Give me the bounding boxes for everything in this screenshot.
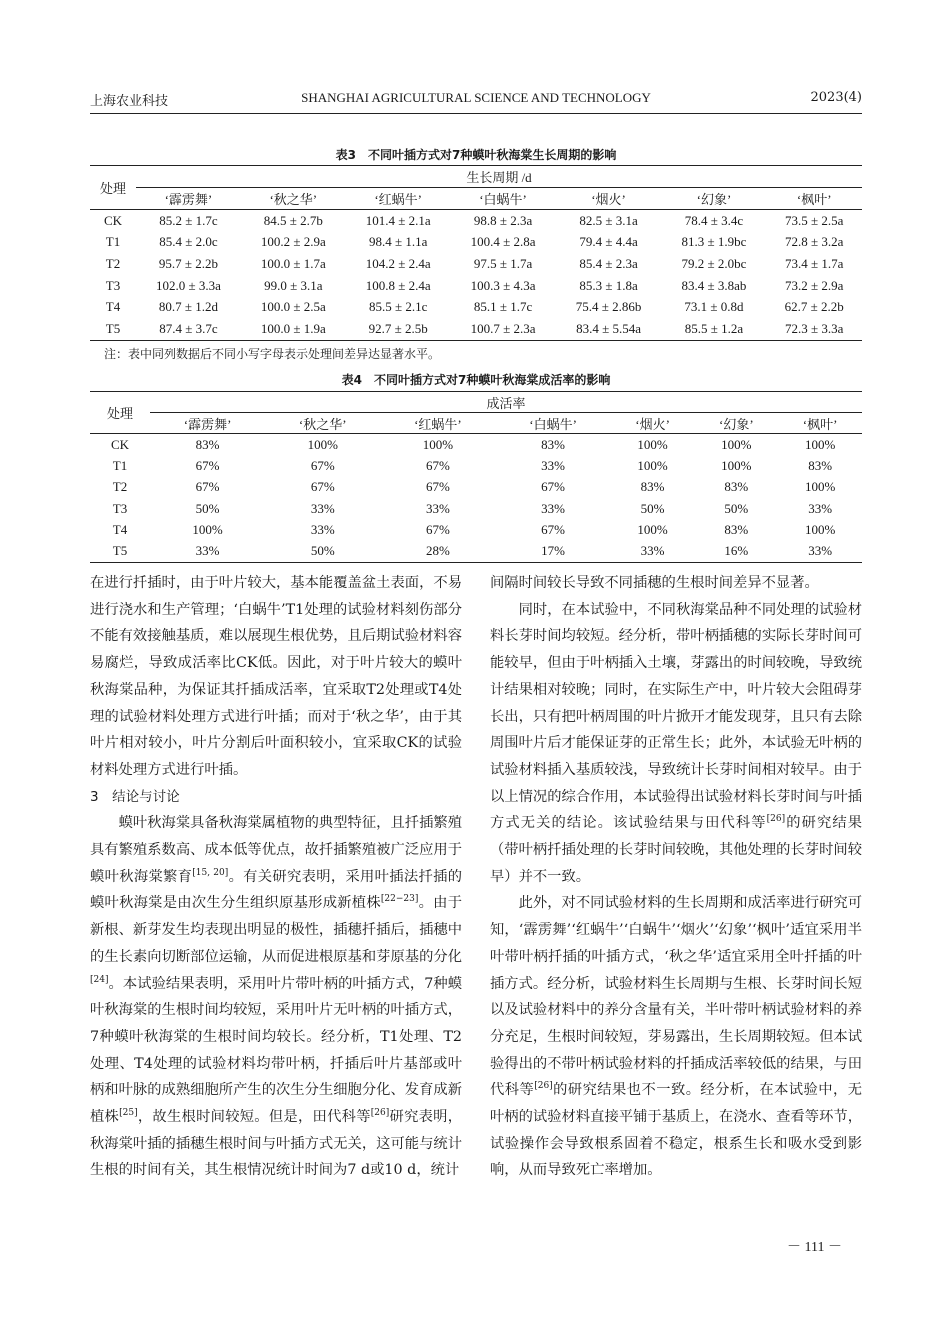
table3 [90,165,862,341]
text-run: 的研究结果（带叶柄扦插处理的长芽时间较晚，其他处理的长芽时间较早）并不一致。 [490,815,863,885]
table-cell: 100% [721,457,752,473]
table4-column-header: ‘枫叶’ [778,413,862,434]
table4-caption: 表4 不同叶插方式对7种蟆叶秋海棠成活率的影响 [341,373,611,387]
text-run: 。由于新根、新芽发生均表现出明显的极性，插穗扦插后，插穗中的生长素向切断部位运输，从而促进根原基和芽原基的分化 [90,895,463,965]
row-label: T2 [112,479,128,495]
table-row [90,519,862,540]
table-cell: 81.3 ± 1.9bc [681,234,747,250]
table-cell: 83% [195,436,220,452]
table-cell: 33% [310,521,335,537]
table-cell: 100.2 ± 2.9a [260,234,326,250]
text-run: 研究表明，秋海棠叶插的插穗生根时间与叶插方式无关，这可能与统计生根的时间有关，其生根情况统计时间为7 d或10 d，统计 [90,1109,463,1179]
table-cell: 62.7 ± 2.2b [784,299,844,315]
table-cell: 50% [640,500,665,516]
citation: [26] [766,814,786,825]
table-row [90,275,862,297]
table-cell: 85.5 ± 2.1c [368,299,428,315]
table-cell: 99.0 ± 3.1a [264,277,323,293]
table-cell: 16% [694,540,778,562]
issue-label: 2023(4) [810,90,862,105]
table-cell: 67% [310,457,335,473]
citation: [15, 20] [192,867,229,878]
table3-column-header: ‘枫叶’ [766,188,862,210]
table-cell: 87.4 ± 3.7c [136,318,241,340]
table-cell: 79.2 ± 2.0bc [681,255,747,271]
table-cell: 67% [541,479,566,495]
table-cell: 85.4 ± 2.0c [159,234,218,250]
left-text-column [90,570,462,1184]
table-cell: 85.1 ± 1.7c [473,299,533,315]
table-cell: 100% [804,521,836,537]
header-rule [90,113,862,114]
table-cell: 79.4 ± 4.4a [579,234,638,250]
table-cell: 33% [778,540,862,562]
table-cell: 50% [265,540,380,562]
table-cell: 73.4 ± 1.7a [785,255,844,271]
table-cell: 100.0 ± 1.9a [241,318,346,340]
paragraph [490,890,862,1184]
table3-column-header: ‘秋之华’ [241,188,346,210]
table-cell: 100% [192,521,223,537]
row-label: T5 [90,318,136,340]
table-cell: 83% [724,479,749,495]
table-cell: 100.7 ± 2.3a [451,318,556,340]
right-text-column [490,570,862,1184]
table-cell: 84.5 ± 2.7b [263,212,323,228]
table-cell: 33% [150,540,265,562]
table-cell: 83% [640,479,665,495]
table-cell: 73.2 ± 2.9a [785,277,844,293]
table-cell: 100% [637,436,668,452]
citation: [24] [90,974,109,985]
table-cell: 100% [307,436,338,452]
table3-note: 注：表中同列数据后不同小写字母表示处理间差异达显著水平。 [104,347,441,361]
table-cell: 100.0 ± 1.7a [260,255,326,271]
table-row [90,318,862,340]
table-cell: 83% [724,521,749,537]
table-row [90,210,862,232]
table-cell: 100.0 ± 2.5a [260,299,326,315]
table-cell: 100% [721,436,752,452]
table-cell: 98.4 ± 1.1a [368,234,428,250]
table-cell: 100% [637,457,668,473]
table-cell: 72.3 ± 3.3a [766,318,862,340]
text-run: 。有关研究表明，采用叶插法扦插的蟆叶秋海棠是由次生分生组织原基形成新植株 [90,868,463,912]
table-cell: 67% [310,479,335,495]
table-cell: 85.3 ± 1.8a [579,277,638,293]
row-label: T1 [112,457,128,473]
journal-name-en: SHANGHAI AGRICULTURAL SCIENCE AND TECHNOLOGY [301,90,651,105]
table3-column-header: ‘白蜗牛’ [451,188,556,210]
table-cell: 83.4 ± 3.8ab [681,277,747,293]
table-cell: 67% [426,479,450,495]
table-cell: 75.4 ± 2.86b [575,299,642,315]
table-cell: 67% [195,479,220,495]
table-cell: 78.4 ± 3.4c [684,212,744,228]
table-cell: 73.1 ± 0.8d [684,299,744,315]
table-cell: 102.0 ± 3.3a [155,277,221,293]
table3-caption: 表3 不同叶插方式对7种蟆叶秋海棠生长周期的影响 [335,148,617,162]
table-cell: 33% [611,540,695,562]
table-row [90,253,862,275]
table4-column-header: ‘霹雳舞’ [150,413,265,434]
text-run: 。本试验结果表明，采用叶片带叶柄的叶插方式，7种蟆叶秋海棠的生根时间均较短，采用叶片无叶柄的叶插方式，7种蟆叶秋海棠的生根时间均较长。经分析，T1处理、T2处理、T4处理的试验材料均带叶柄，扦插后叶片基部或叶柄和叶脉的成熟细胞所产生的次生分生细胞分化、发育成新植株 [90,975,462,1126]
row-label: CK [103,212,123,228]
table-cell: 101.4 ± 2.1a [365,212,431,228]
table-cell: 83% [808,457,833,473]
table-row [90,434,862,456]
table4-row-header: 处理 [90,392,150,434]
table-row [90,540,862,562]
section-heading: 3 结论与讨论 [90,788,180,805]
table-cell: 85.5 ± 1.2a [662,318,767,340]
row-label: T4 [112,521,128,537]
table-cell: 50% [195,500,220,516]
text-run: 蟆叶秋海棠具备秋海棠属植物的典型特征，且扦插繁殖具有繁殖系数高、成本低等优点，故扦插繁殖被广泛应用于蟆叶秋海棠繁育 [90,815,462,885]
row-label: CK [110,436,130,452]
row-label: T3 [112,500,128,516]
citation: [25] [119,1108,138,1119]
table-cell: 33% [426,500,450,516]
table-cell: 73.5 ± 2.5a [785,212,844,228]
table-cell: 85.4 ± 2.3a [579,255,638,271]
citation: [26] [370,1108,390,1119]
table4-column-header: ‘红蜗牛’ [380,413,495,434]
text-run: 的研究结果也不一致。经分析，在本试验中，无叶柄的试验材料直接平铺于基质上，在浇水、查看等环节，试验操作会导致根系固着不稳定，根系生长和吸水受到影响，从而导致死亡率增加。 [490,1082,863,1179]
table3-row-header: 处理 [90,166,136,210]
table3-column-header: ‘红蜗牛’ [346,188,451,210]
table-cell: 95.7 ± 2.2b [158,255,218,271]
text-run: 同时，在本试验中，不同秋海棠品种不同处理的试验材料长芽时间均较短。经分析，带叶柄插穗的实际长芽时间可能较早，但由于叶柄插入土壤，芽露出的时间较晚，导致统计结果相对较晚；同时，在实际生产中，叶片较大会阻碍芽长出，只有把叶柄周围的叶片掀开才能发现芽，且只有去除周围叶片后才能保证芽的正常生长；此外，本试验无叶柄的试验材料插入基质较浅，导致统计长芽时间相对较早。由于以上情况的综合作用，本试验得出试验材料长芽时间与叶插方式无关的结论。该试验结果与田代科等 [490,601,862,832]
table3-column-header: ‘烟火’ [556,188,662,210]
table-row [90,477,862,498]
table-cell: 82.5 ± 3.1a [579,212,638,228]
table3-column-header: ‘霹雳舞’ [136,188,241,210]
table-cell: 67% [426,521,450,537]
table-cell: 83% [541,436,566,452]
table4-column-header: ‘幻象’ [694,413,778,434]
table-cell: 98.8 ± 2.3a [473,212,533,228]
table-cell: 50% [724,500,749,516]
table-cell: 33% [310,500,335,516]
table4-column-header: ‘白蜗牛’ [496,413,611,434]
paragraph [490,597,862,891]
paragraph: 在进行扦插时，由于叶片较大，基本能覆盖盆土表面，不易进行浇水和生产管理；‘白蜗牛’T1处理的试验材料刻伤部分不能有效接触基质，难以展现生根优势，且后期试验材料容易腐烂，导致成活率比CK低。因此，对于叶片较大的蟆叶秋海棠品种，为保证其扦插成活率，宜采取T2处理或T4处理的试验材料处理方式进行叶插；而对于‘秋之华’，由于其叶片相对较小，叶片分割后叶面积较小，宜采取CK的试验材料处理方式进行叶插。 [90,575,462,778]
table3-group-header: 生长周期 /d [136,166,862,188]
table-row [90,296,862,318]
row-label: T2 [105,255,121,271]
running-header [90,90,862,114]
table-cell: 100.8 ± 2.4a [365,277,431,293]
table-row [90,455,862,476]
table-cell: 33% [541,457,566,473]
table-cell: 67% [541,521,566,537]
table-cell: 100% [637,521,668,537]
table-cell: 100% [804,436,836,452]
table-cell: 100.4 ± 2.8a [470,234,536,250]
table-cell: 80.7 ± 1.2d [158,299,218,315]
table-cell: 92.7 ± 2.5b [346,318,451,340]
table-cell: 67% [195,457,220,473]
table-cell: 17% [496,540,611,562]
table-cell: 72.8 ± 3.2a [785,234,844,250]
table-cell: 97.5 ± 1.7a [473,255,533,271]
text-run: ，故生根时间较短。但是，田代科等 [137,1109,371,1126]
table-cell: 33% [808,500,833,516]
journal-name-cn: 上海农业科技 [90,94,169,109]
row-label: T1 [105,234,121,250]
row-label: T3 [105,277,121,293]
paragraph [90,810,462,1184]
table4-group-header: 成活率 [150,392,862,413]
table-row [90,498,862,519]
row-label: T4 [105,299,121,315]
table-cell: 33% [541,500,566,516]
text-run: 此外，对不同试验材料的生长周期和成活率进行研究可知，‘霹雳舞’‘红蜗牛’‘白蜗牛’‘烟火’‘幻象’‘枫叶’适宜采用半叶带叶柄扦插的叶插方式，‘秋之华’适宜采用全叶扦插的叶插方式。经分析，试验材料生长周期与生根、长芽时间长短以及试验材料中的养分含量有关，半叶带叶柄试验材料的养分充足，生根时间较短，芽易露出，生长周期较短。但本试验得出的不带叶柄试验材料的扦插成活率较低的结果，与田代科等 [490,895,862,1099]
citation: [26] [534,1081,553,1092]
table-cell: 67% [426,457,450,473]
table-cell: 104.2 ± 2.4a [365,255,431,271]
table4-column-header: ‘烟火’ [611,413,695,434]
table-cell: 83.4 ± 5.54a [556,318,662,340]
table4-column-header: ‘秋之华’ [265,413,380,434]
table-cell: 100.3 ± 4.3a [470,277,536,293]
page-number: － 111 － [787,1240,842,1255]
row-label: T5 [90,540,150,562]
table-row [90,232,862,254]
table-cell: 28% [380,540,495,562]
table-cell: 100% [804,479,836,495]
paragraph: 间隔时间较长导致不同插穗的生根时间差异不显著。 [490,575,819,591]
citation: [22−23] [380,894,419,905]
table4 [90,391,862,563]
table-cell: 100% [422,436,454,452]
table-cell: 85.2 ± 1.7c [159,212,218,228]
table3-column-header: ‘幻象’ [662,188,767,210]
